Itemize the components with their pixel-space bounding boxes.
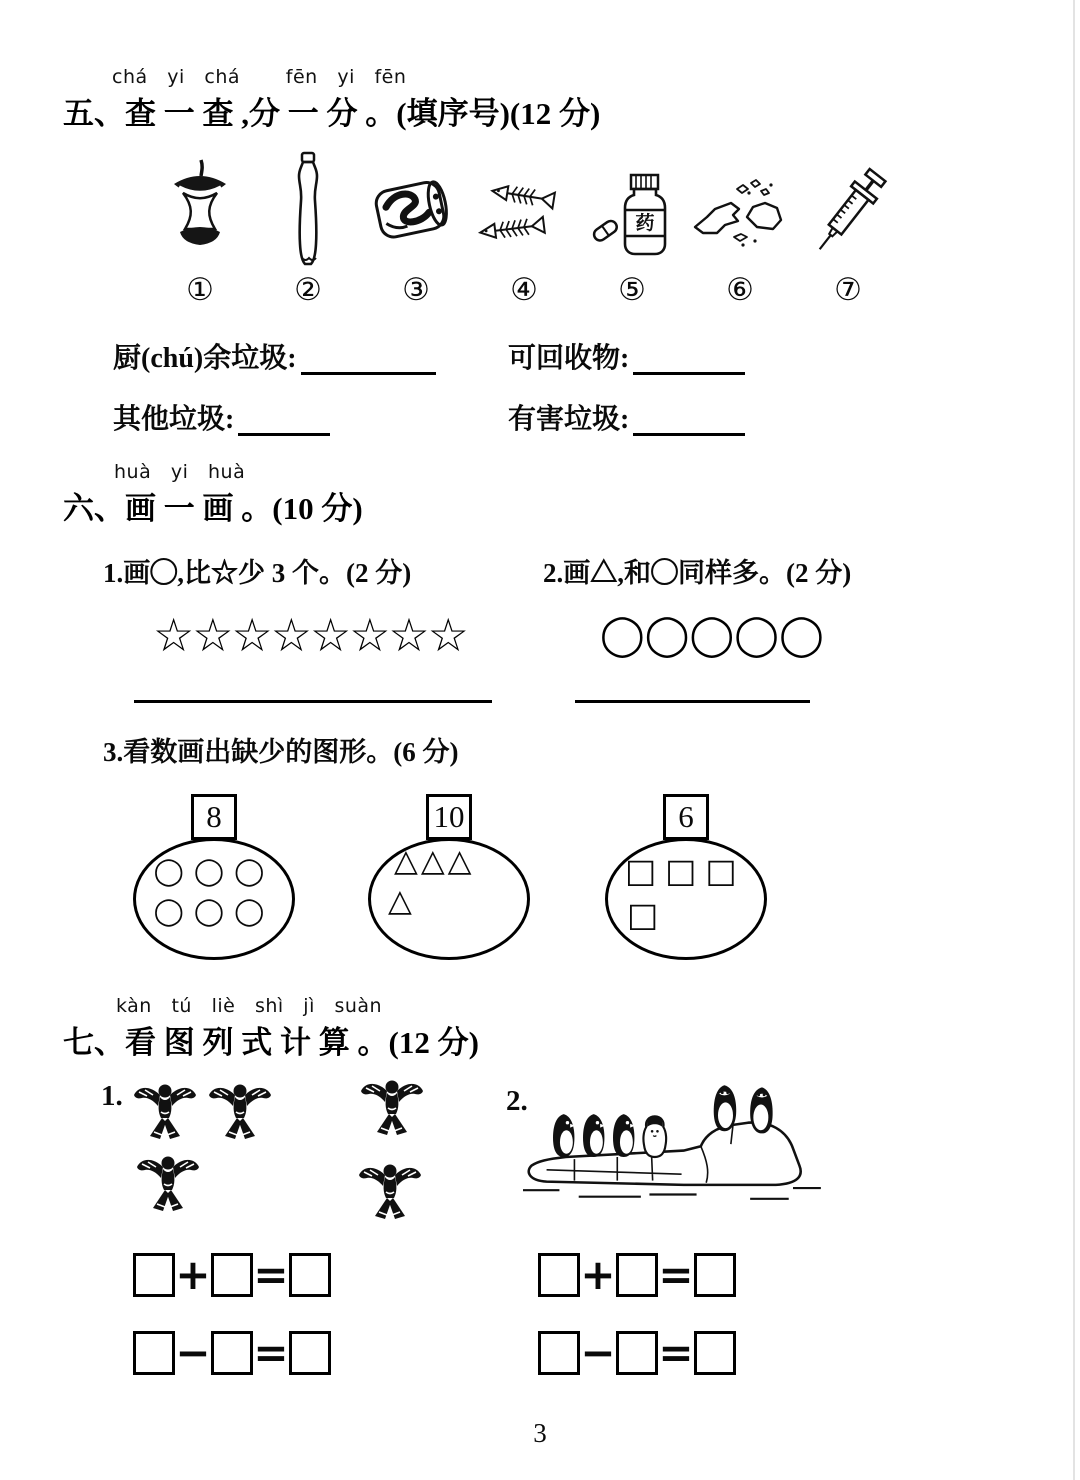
equals-operator: = (253, 1250, 289, 1299)
equation-box[interactable] (616, 1331, 658, 1375)
item-apple-core (146, 156, 254, 308)
circles-row: ◯◯◯◯◯ (600, 612, 824, 658)
stars-row: ☆☆☆☆☆☆☆☆ (153, 608, 467, 662)
question6-3-text: 3.看数画出缺少的图形。(6 分) (103, 737, 459, 767)
item-medicine-bottle (578, 156, 686, 308)
other-waste-answer-blank[interactable] (238, 402, 330, 436)
item-broken-glass (686, 156, 794, 308)
section6-title: 六、画 一 画 。(10 分) (63, 491, 363, 526)
balloon-shapes-row: △ (388, 883, 412, 919)
crushed-can-image (362, 156, 470, 269)
minus-operator: − (580, 1328, 616, 1377)
apple-core-image (146, 156, 254, 269)
section6-pinyin: huà yi huà (114, 461, 246, 483)
category-label: 有害垃圾: (508, 404, 630, 435)
q6-2-answer-line[interactable] (575, 700, 810, 703)
balloon-shapes-row: □ (627, 895, 659, 934)
equals-operator: = (658, 1328, 694, 1377)
bird-image (135, 1154, 201, 1216)
penguins-iceberg-image (523, 1082, 823, 1202)
item-number: ⑥ (726, 272, 754, 308)
section7-title: 七、看 图 列 式 计 算 。(12 分) (63, 1025, 479, 1060)
balloon-shapes-row: □□□ (625, 851, 746, 890)
equation-box[interactable] (694, 1331, 736, 1375)
equation-box[interactable] (289, 1331, 331, 1375)
balloon-8-tag: 8 (191, 794, 237, 840)
penguins-picture (505, 1082, 935, 1222)
medicine-bottle-image (578, 156, 686, 269)
balloon-10 (368, 794, 530, 962)
item-crushed-can (362, 156, 470, 308)
equation-box[interactable] (211, 1253, 253, 1297)
question7-1-label: 1. (101, 1080, 123, 1112)
item-number: ① (186, 272, 214, 308)
balloon-6 (605, 794, 767, 962)
minus-operator: − (175, 1328, 211, 1377)
harmful-waste-answer-blank[interactable] (633, 402, 745, 436)
item-fish-bones (470, 156, 578, 308)
equation-box[interactable] (538, 1331, 580, 1375)
equation-box[interactable] (211, 1331, 253, 1375)
equation-box[interactable] (694, 1253, 736, 1297)
fish-bones-image (470, 156, 578, 269)
q7-1-addition-equation (133, 1250, 331, 1299)
q6-1-answer-line[interactable] (134, 700, 492, 703)
balloon-10-tag: 10 (426, 794, 472, 840)
item-number: ④ (510, 272, 538, 308)
category-other-waste (113, 397, 330, 437)
plus-operator: + (580, 1250, 616, 1299)
balloon-shapes-row: ◯◯◯ (153, 856, 275, 887)
bird-image (359, 1078, 425, 1140)
category-kitchen-waste (113, 336, 436, 376)
section5-title: 五、查 一 查 ,分 一 分 。(填序号)(12 分) (63, 96, 601, 131)
question7-2-label: 2. (506, 1085, 528, 1117)
balloon-6-tag: 6 (663, 794, 709, 840)
bird-image (357, 1162, 423, 1224)
equation-box[interactable] (133, 1253, 175, 1297)
balloon-shapes-row: ◯◯◯ (153, 896, 275, 927)
q7-2-subtraction-equation (538, 1328, 736, 1377)
equation-box[interactable] (289, 1253, 331, 1297)
category-harmful-waste (508, 397, 745, 437)
category-label: 可回收物: (508, 343, 630, 374)
item-number: ⑤ (618, 272, 646, 308)
medicine-character: 药 (635, 213, 655, 234)
section7-pinyin: kàn tú liè shì jì suàn (116, 995, 383, 1017)
q7-2-addition-equation (538, 1250, 736, 1299)
category-label: 其他垃圾: (113, 404, 235, 435)
broken-glass-image (686, 156, 794, 269)
item-number: ⑦ (834, 272, 862, 308)
page-number: 3 (533, 1418, 547, 1448)
q7-1-subtraction-equation (133, 1328, 331, 1377)
balloon-8 (133, 794, 295, 962)
category-recyclable (508, 336, 745, 376)
bird-image (207, 1082, 273, 1144)
equals-operator: = (253, 1328, 289, 1377)
item-number: ③ (402, 272, 430, 308)
section5-pinyin: chá yi chá fēn yi fēn (112, 66, 407, 88)
item-syringe (794, 156, 902, 308)
question6-1-text: 1.画◯,比☆少 3 个。(2 分) (103, 558, 412, 588)
equation-box[interactable] (538, 1253, 580, 1297)
question6-2-text: 2.画△,和◯同样多。(2 分) (543, 558, 852, 588)
plus-operator: + (175, 1250, 211, 1299)
item-plastic-bottle (254, 156, 362, 308)
item-number: ② (294, 272, 322, 308)
category-label: 厨(chú)余垃圾: (113, 343, 297, 374)
kitchen-waste-answer-blank[interactable] (301, 341, 436, 375)
plastic-bottle-image (254, 151, 362, 269)
balloon-shapes-row: △△△ (394, 843, 475, 879)
recyclable-answer-blank[interactable] (633, 341, 745, 375)
equation-box[interactable] (133, 1331, 175, 1375)
equals-operator: = (658, 1250, 694, 1299)
birds-picture (95, 1068, 525, 1238)
garbage-items-row (146, 156, 902, 308)
bird-image (132, 1082, 198, 1144)
equation-box[interactable] (616, 1253, 658, 1297)
syringe-image (794, 156, 902, 269)
